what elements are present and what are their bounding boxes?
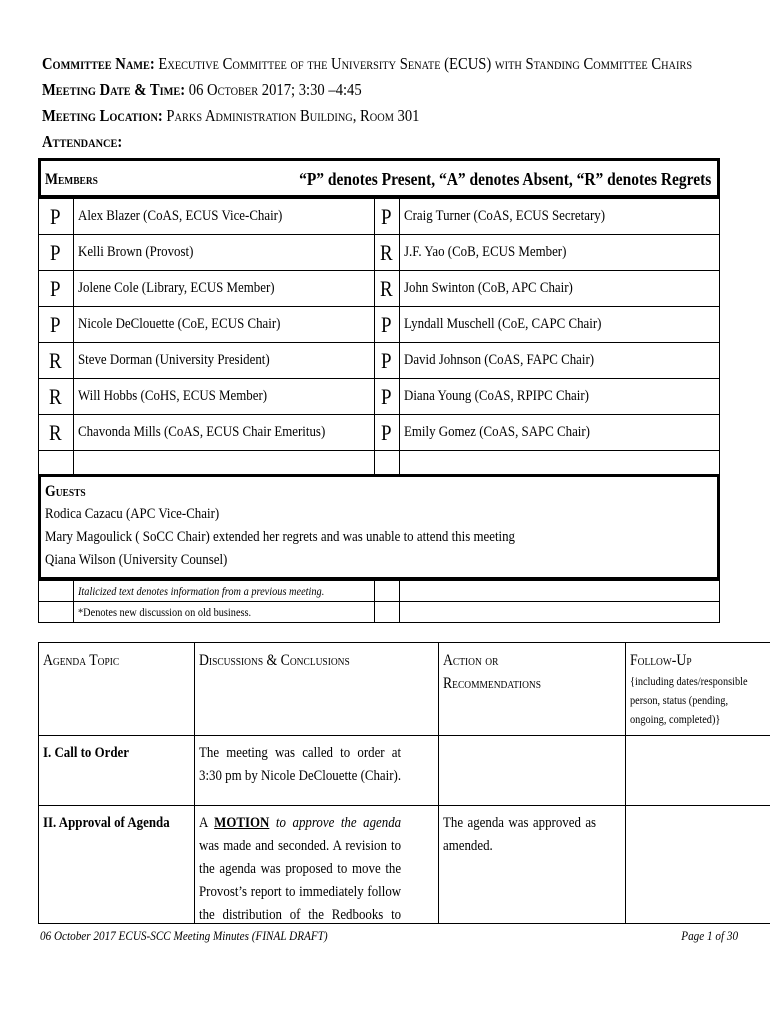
member-name: Jolene Cole (Library, ECUS Member) <box>74 271 375 307</box>
agenda-followup <box>626 736 770 806</box>
member-name: Lyndall Muschell (CoE, CAPC Chair) <box>400 307 720 343</box>
agenda-topic-header: Agenda Topic <box>39 643 195 736</box>
attendance-status: P <box>375 343 400 379</box>
member-name: John Swinton (CoB, APC Chair) <box>400 271 720 307</box>
member-row <box>39 343 720 379</box>
agenda-action <box>439 736 626 806</box>
attendance-status: P <box>39 307 74 343</box>
member-row <box>39 307 720 343</box>
agenda-discussion: A MOTION to approve the agenda was made and seconded. A revision to the agenda was proposed to move the Provost’s report to immediately follow the distribution of the Redbooks to <box>195 806 439 924</box>
italic-note: Italicized text denotes information from a previous meeting. <box>74 581 375 602</box>
attendance-status: P <box>39 199 74 235</box>
attendance-label: Attendance: <box>42 132 123 151</box>
member-name: Craig Turner (CoAS, ECUS Secretary) <box>400 199 720 235</box>
member-name: Steve Dorman (University President) <box>74 343 375 379</box>
agenda-topic: II. Approval of Agenda <box>39 806 195 924</box>
member-row <box>39 235 720 271</box>
member-row <box>39 199 720 235</box>
member-name: J.F. Yao (CoB, ECUS Member) <box>400 235 720 271</box>
committee-label: Committee Name: <box>42 54 155 73</box>
followup-header: Follow-Up {including dates/responsible person, status (pending, ongoing, completed)} <box>626 643 770 736</box>
agenda-table <box>38 642 770 924</box>
guest-line: Rodica Cazacu (APC Vice-Chair) <box>45 506 220 522</box>
notes-row <box>39 581 720 602</box>
agenda-discussion: The meeting was called to order at 3:30 pm by Nicole DeClouette (Chair). <box>195 736 439 806</box>
attendance-status: R <box>39 415 74 451</box>
attendance-status: P <box>375 307 400 343</box>
attendance-legend: “P” denotes Present, “A” denotes Absent, “R” denotes Regrets <box>298 169 711 189</box>
page-number: Page 1 of 30 <box>681 928 738 943</box>
member-name: Nicole DeClouette (CoE, ECUS Chair) <box>74 307 375 343</box>
member-name: Alex Blazer (CoAS, ECUS Vice-Chair) <box>74 199 375 235</box>
footer-title: 06 October 2017 ECUS-SCC Meeting Minutes (FINAL DRAFT) <box>40 928 328 943</box>
attendance-status: P <box>39 271 74 307</box>
members-title: Members <box>45 171 98 188</box>
guests-title: Guests <box>45 483 86 500</box>
meeting-date-line <box>42 79 414 101</box>
location-label: Meeting Location: <box>42 106 163 125</box>
followup-subheader: {including dates/responsible person, status (pending, ongoing, completed)} <box>630 674 748 726</box>
guest-line: Mary Magoulick ( SoCC Chair) extended her regrets and was unable to attend this meeting <box>45 529 516 545</box>
meeting-label: Meeting Date & Time: <box>42 80 186 99</box>
motion-label: MOTION <box>214 815 270 831</box>
attendance-status: R <box>39 343 74 379</box>
members-header <box>38 158 720 198</box>
member-row-empty <box>39 451 720 476</box>
notes-row <box>39 602 720 623</box>
attendance-status: R <box>375 235 400 271</box>
members-table <box>38 198 720 476</box>
committee-name-line <box>42 53 770 75</box>
committee-value: Executive Committee of the University Senate (ECUS) with Standing Committee Chairs <box>158 54 693 73</box>
member-name: Kelli Brown (Provost) <box>74 235 375 271</box>
member-row <box>39 379 720 415</box>
discussions-header: Discussions & Conclusions <box>195 643 439 736</box>
guests-box <box>38 474 720 580</box>
agenda-followup <box>626 806 770 924</box>
star-note: *Denotes new discussion on old business. <box>74 602 375 623</box>
attendance-status: P <box>39 235 74 271</box>
attendance-line <box>42 131 135 153</box>
member-name: Diana Young (CoAS, RPIPC Chair) <box>400 379 720 415</box>
agenda-row <box>39 806 770 924</box>
attendance-status: R <box>375 271 400 307</box>
member-name: Chavonda Mills (CoAS, ECUS Chair Emeritus) <box>74 415 375 451</box>
guest-line: Qiana Wilson (University Counsel) <box>45 552 228 568</box>
notes-table <box>38 580 720 623</box>
member-name: David Johnson (CoAS, FAPC Chair) <box>400 343 720 379</box>
meeting-value: 06 October 2017; 3:30 –4:45 <box>188 80 362 99</box>
agenda-row <box>39 736 770 806</box>
attendance-status: P <box>375 379 400 415</box>
member-name: Will Hobbs (CoHS, ECUS Member) <box>74 379 375 415</box>
attendance-status: R <box>39 379 74 415</box>
agenda-header-row <box>39 643 770 736</box>
location-value: Parks Administration Building, Room 301 <box>166 106 420 125</box>
attendance-status: P <box>375 199 400 235</box>
attendance-status: P <box>375 415 400 451</box>
agenda-topic: I. Call to Order <box>39 736 195 806</box>
agenda-action: The agenda was approved as amended. <box>439 806 626 924</box>
member-row <box>39 271 720 307</box>
member-name: Emily Gomez (CoAS, SAPC Chair) <box>400 415 720 451</box>
member-row <box>39 415 720 451</box>
meeting-location-line <box>42 105 481 127</box>
action-header: Action or Recommendations <box>439 643 626 736</box>
